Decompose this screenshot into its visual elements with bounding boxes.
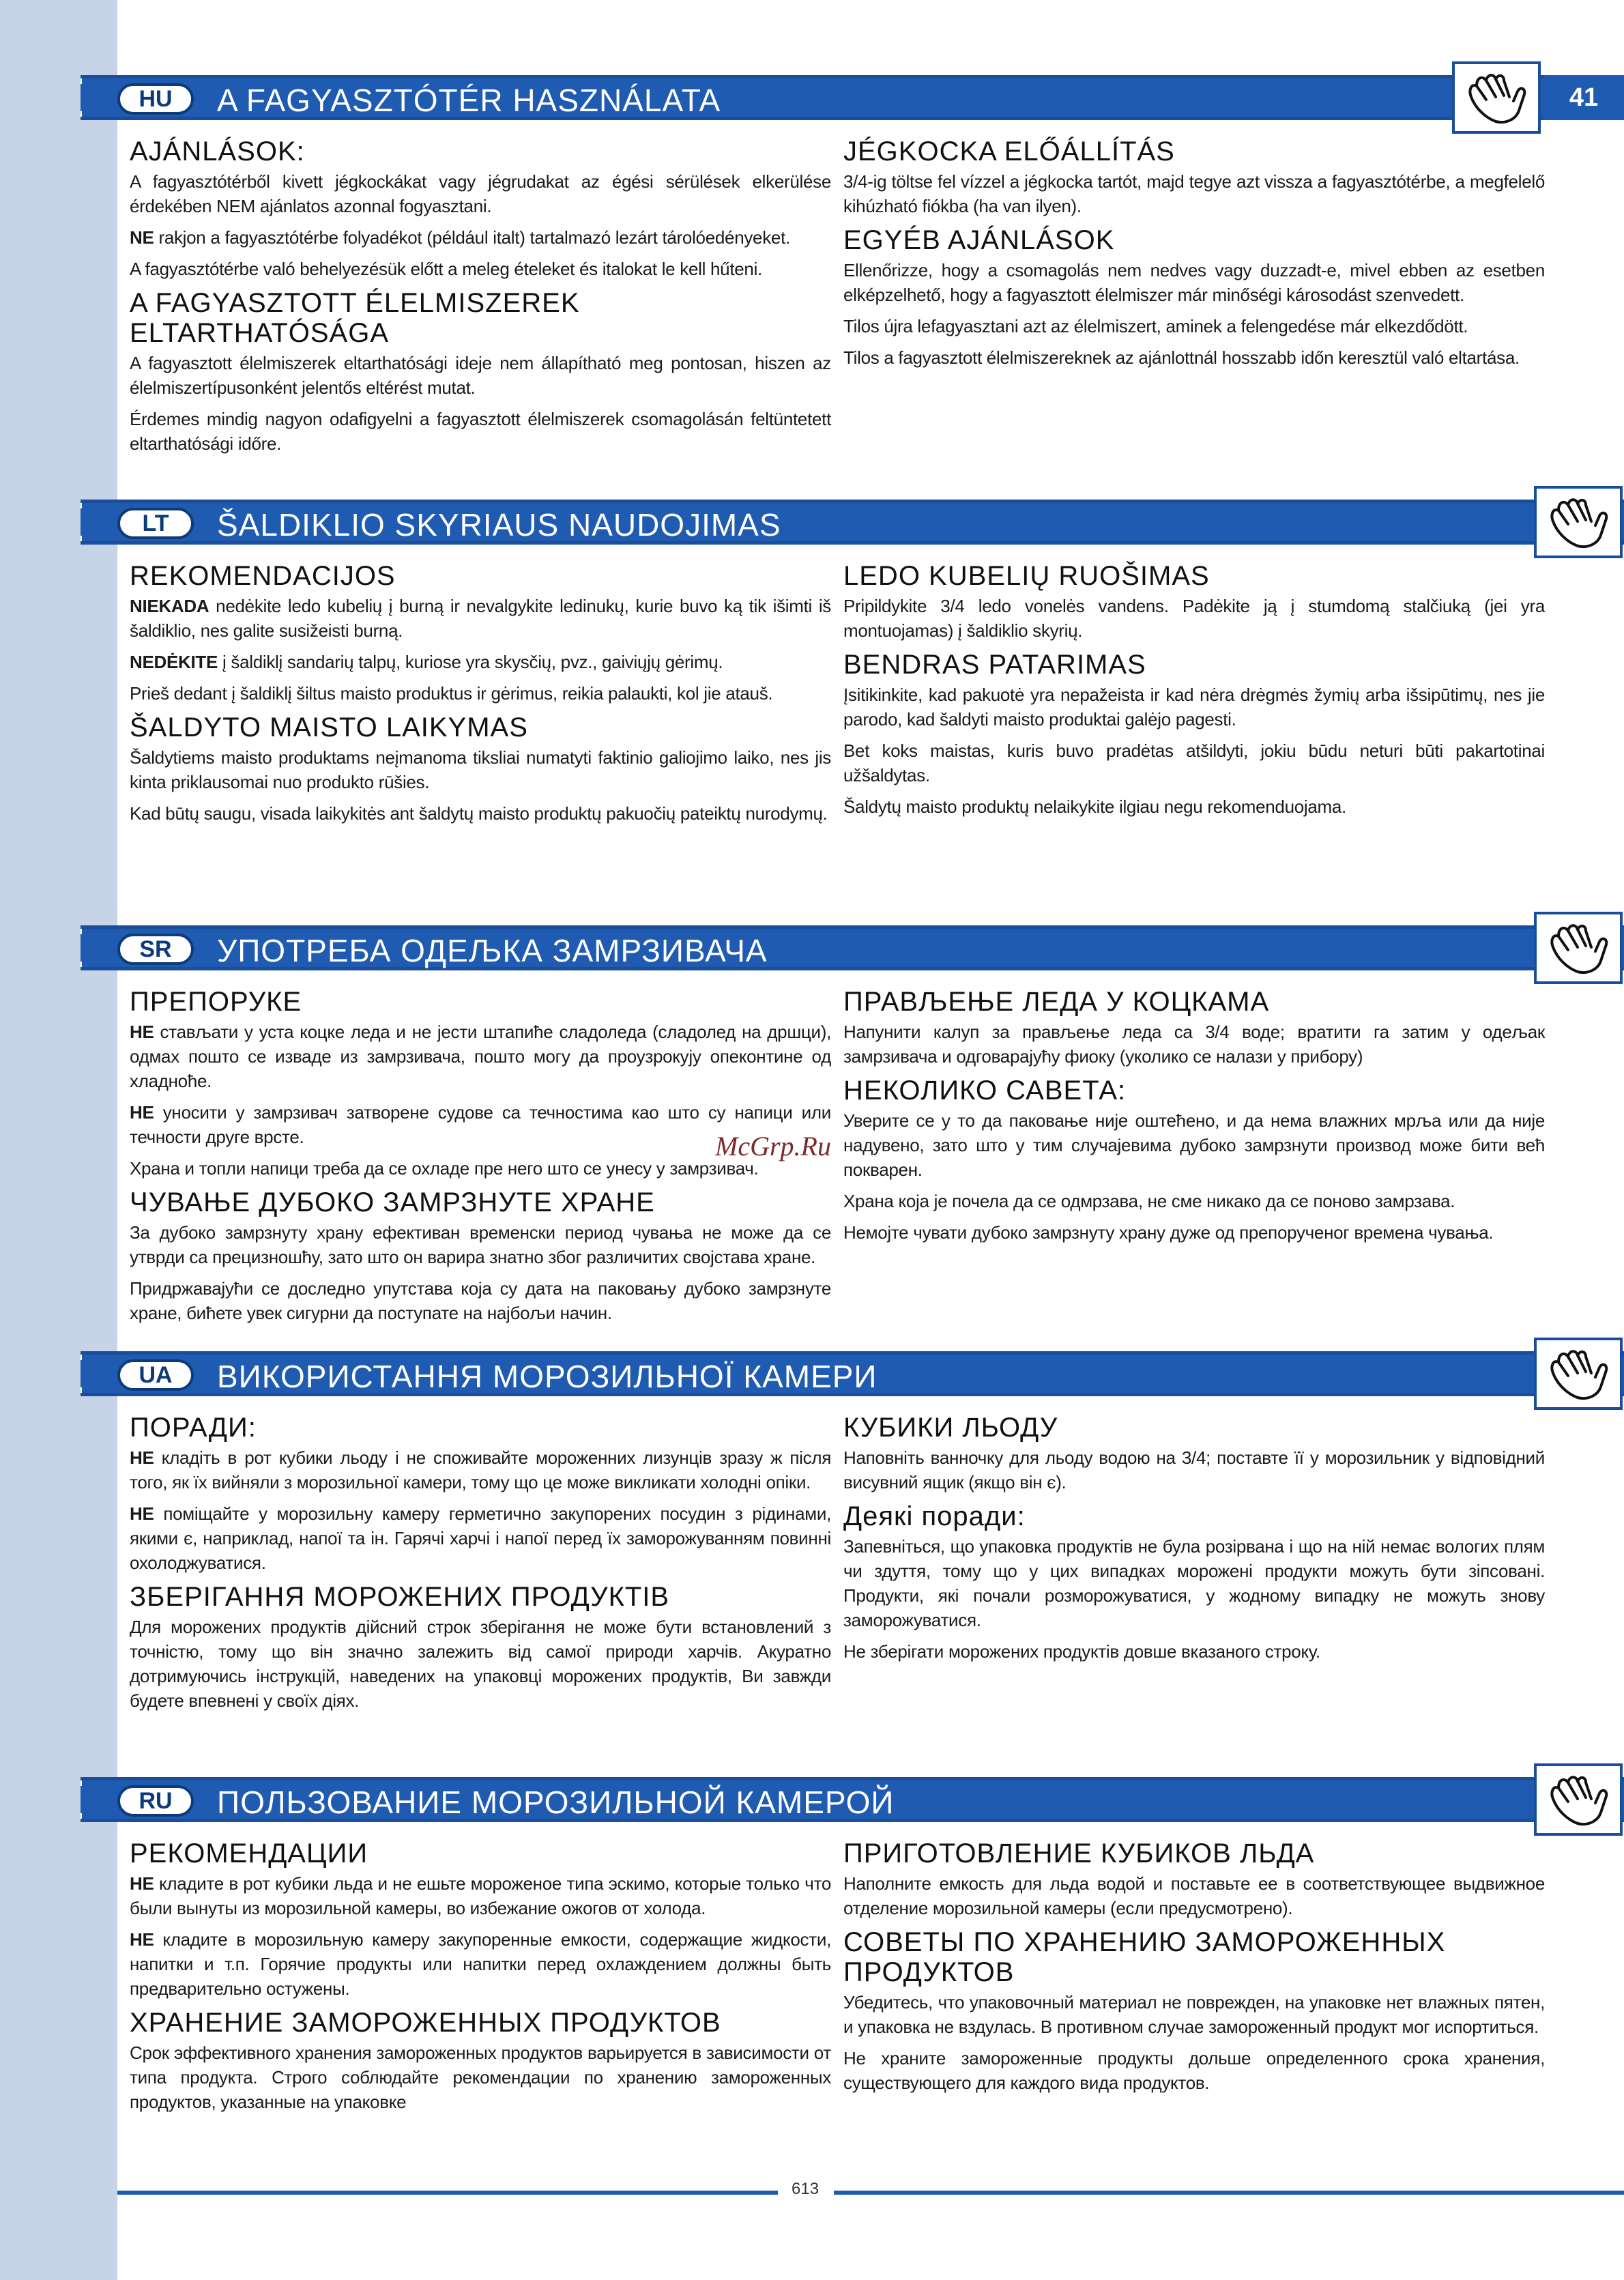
paragraph: НЕ кладіть в рот кубики льоду і не споживайте мороженних лизунців зразу ж після того, як їх вийняли з морозильної камери, тому що це може викликати холодні опіки. <box>130 1447 831 1492</box>
language-badge: SR <box>117 934 194 965</box>
column-right <box>843 561 1545 826</box>
paragraph: НЕ уносити у замрзивач затворене судове са течностима као што су напици или течности друге врсте. <box>130 1102 831 1147</box>
paragraph: Срок эффективного хранения замороженных продуктов варьируется в зависимости от типа продукта. Строго соблюдайте рекомендации по хранению замороженных продуктов, указанные на упаковке <box>130 2043 831 2112</box>
subheading: JÉGKOCKA ELŐÁLLÍTÁS <box>843 136 1175 167</box>
subheading: ЧУВАЊЕ ДУБОКО ЗАМРЗНУТЕ ХРАНЕ <box>130 1187 655 1217</box>
section-title: ŠALDIKLIO SKYRIAUS NAUDOJIMAS <box>217 507 781 543</box>
paragraph: Prieš dedant į šaldiklį šiltus maisto produktus ir gėrimus, reikia palaukti, kol jie atauš. <box>130 683 773 704</box>
paragraph: Для морожених продуктів дійсний строк зберігання не може бути встановлений з точністю, тому що він значно залежить від самої природи харчів. Акуратно дотримуючись інструкцій, наведених на упаковці морожених продуктів, Ви завжди будете впевнені у своїх діях. <box>130 1617 831 1711</box>
page-number: 41 <box>1543 75 1624 120</box>
watermark: McGrp.Ru <box>715 1131 831 1161</box>
paragraph: Šaldytiems maisto produktams neįmanoma tiksliai numatyti faktinio galiojimo laiko, nes jis kinta priklausomai nuo produkto rūšies. <box>130 747 831 792</box>
paragraph: НЕ кладите в рот кубики льда и не ешьте мороженое типа эскимо, которые только что были вынуты из морозильной камеры, во избежание ожогов от холода. <box>130 1873 831 1918</box>
paragraph: За дубоко замрзнуту храну ефективан временски период чувања не може да се утврди са прецизношћу, зато што он варира знатно због различитих својстава хране. <box>130 1222 831 1267</box>
subheading: НЕКОЛИКО САВЕТА: <box>843 1076 1127 1106</box>
subheading: ЗБЕРІГАННЯ МОРОЖЕНИХ ПРОДУКТІВ <box>130 1582 670 1612</box>
footer-line-left <box>117 2191 778 2195</box>
subheading: BENDRAS PATARIMAS <box>843 650 1146 680</box>
paragraph: Напунити калуп за прављење леда са 3/4 воде; вратити га затим у одељак замрзивача и одговарајућу фиоку (уколико се налази у прибору) <box>843 1022 1545 1067</box>
language-badge: UA <box>117 1359 194 1391</box>
column-left <box>130 1838 831 2121</box>
subheading: Деякі поради: <box>843 1501 1026 1531</box>
subheading: ŠALDYTO MAISTO LAIKYMAS <box>130 712 528 742</box>
subheading: A FAGYASZTOTT ÉLELMISZEREK ELTARTHATÓSÁGA <box>130 288 580 348</box>
paragraph: Храна и топли напици треба да се охладе пре него што се унесу у замрзивач. <box>130 1158 759 1179</box>
paragraph: Наполните емкость для льда водой и поставьте ее в соответствующее выдвижное отделение морозильной камеры (если предусмотрено). <box>843 1873 1545 1918</box>
hand-icon <box>1543 1772 1614 1829</box>
column-right <box>843 136 1545 377</box>
paragraph: Немојте чувати дубоко замрзнуту храну дуже од препорученог времена чувања. <box>843 1222 1494 1243</box>
paragraph: NEDĖKITE į šaldiklį sandarių talpų, kuriose yra skysčių, pvz., gaiviųjų gėrimų. <box>130 652 723 672</box>
paragraph: Érdemes mindig nagyon odafigyelni a fagyasztott élelmiszerek csomagolásán feltüntetett eltarthatósági időre. <box>130 409 831 454</box>
side-color-strip <box>0 0 117 2280</box>
hand-icon-box <box>1534 912 1623 984</box>
paragraph: A fagyasztott élelmiszerek eltarthatósági ideje nem állapítható meg pontosan, hiszen az élelmiszertípusonként jelentős eltérést mutat. <box>130 353 831 398</box>
hand-icon-box <box>1452 61 1541 134</box>
footer-page-number: 613 <box>792 2180 820 2198</box>
hand-icon-box <box>1534 1763 1623 1836</box>
subheading: СОВЕТЫ ПО ХРАНЕНИЮ ЗАМОРОЖЕННЫХ ПРОДУКТОВ <box>843 1927 1446 1987</box>
paragraph: Убедитесь, что упаковочный материал не поврежден, на упаковке нет влажных пятен, и упаковка не вздулась. В противном случае замороженный продукт мог испортиться. <box>843 1992 1545 2037</box>
paragraph: Храна која је почела да се одмрзава, не сме никако да се поново замрзава. <box>843 1191 1455 1211</box>
paragraph: A fagyasztótérbe való behelyezésük előtt a meleg ételeket és italokat le kell hűteni. <box>130 259 762 279</box>
column-left <box>130 561 831 833</box>
paragraph: NE rakjon a fagyasztótérbe folyadékot (például italt) tartalmazó lezárt tárolóedényeket. <box>130 227 790 248</box>
paragraph: Не храните замороженные продукты дольше определенного срока хранения, существующего для каждого вида продуктов. <box>843 2048 1545 2093</box>
paragraph: Pripildykite 3/4 ledo vonelės vandens. Padėkite ją į stumdomą stalčiuką (jei yra montuojamas) į šaldiklio skyrių. <box>843 596 1545 641</box>
section-title: A FAGYASZTÓTÉR HASZNÁLATA <box>217 83 721 118</box>
column-right <box>843 1413 1545 1671</box>
hand-icon-box <box>1534 486 1623 558</box>
hand-icon <box>1543 920 1614 977</box>
paragraph: NIEKADA nedėkite ledo kubelių į burną ir nevalgykite ledinukų, kurie buvo ką tik išimti iš šaldiklio, nes galite susižeisti burną. <box>130 596 831 641</box>
column-right <box>843 1838 1545 2102</box>
subheading: ПРИГОТОВЛЕНИЕ КУБИКОВ ЛЬДА <box>843 1838 1315 1868</box>
hand-icon <box>1462 70 1533 127</box>
paragraph: Наповніть ванночку для льоду водою на 3/4; поставте її у морозильник у відповідний висувний ящик (якщо він є). <box>843 1447 1545 1492</box>
paragraph: НЕ стављати у уста коцке леда и не јести штапиће сладоледа (сладолед на дршци), одмах пошто се изваде из замрзивача, пошто могу да проузрокују опеконтине од хладноће. <box>130 1022 831 1091</box>
column-right <box>843 987 1545 1252</box>
subheading: AJÁNLÁSOK: <box>130 136 305 167</box>
paragraph: Tilos újra lefagyasztani azt az élelmiszert, aminek a felengedése már elkezdődött. <box>843 316 1468 336</box>
language-badge: HU <box>117 83 194 115</box>
footer-line-right <box>834 2191 1624 2195</box>
section-title: ВИКОРИСТАННЯ МОРОЗИЛЬНОЇ КАМЕРИ <box>217 1359 878 1394</box>
paragraph: 3/4-ig töltse fel vízzel a jégkocka tartót, majd tegye azt vissza a fagyasztótérbe, a megfelelő kihúzható fiókba (ha van ilyen). <box>843 171 1545 216</box>
subheading: ПОРАДИ: <box>130 1413 257 1443</box>
language-badge: LT <box>117 508 194 539</box>
paragraph: Ellenőrizze, hogy a csomagolás nem nedves vagy duzzadt-e, mivel ebben az esetben elképzelhető, hogy a fagyasztott élelmiszer már minőségi károsodást szenvedett. <box>843 260 1545 305</box>
paragraph: НЕ кладите в морозильную камеру закупоренные емкости, содержащие жидкости, напитки и т.п. Горячие продукты или напитки перед охлаждением должны быть предварительно остужены. <box>130 1929 831 1999</box>
paragraph: Kad būtų saugu, visada laikykitės ant šaldytų maisto produktų pakuočių pateiktų nurodymų. <box>130 803 828 824</box>
subheading: КУБИКИ ЛЬОДУ <box>843 1413 1058 1443</box>
paragraph: НЕ поміщайте у морозильну камеру герметично закупорених посудин з рідинами, якими є, наприклад, напої та ін. Гарячі харчі і напої перед їх заморожуванням повинні охолоджуватися. <box>130 1503 831 1573</box>
subheading: ХРАНЕНИЕ ЗАМОРОЖЕННЫХ ПРОДУКТОВ <box>130 2008 721 2038</box>
paragraph: Šaldytų maisto produktų nelaikykite ilgiau negu rekomenduojama. <box>843 796 1346 817</box>
hand-icon <box>1543 1346 1614 1403</box>
paragraph: Придржавајући се доследно упутстава која су дата на паковању дубоко замрзнуте хране, бићете увек сигурни да поступате на најбољи начин. <box>130 1278 831 1323</box>
hand-icon <box>1543 494 1614 551</box>
subheading: ПРЕПОРУКЕ <box>130 987 302 1017</box>
column-left <box>130 136 831 463</box>
paragraph: Bet koks maistas, kuris buvo pradėtas atšildyti, jokiu būdu neturi būti pakartotinai užšaldytas. <box>843 740 1545 785</box>
subheading: REKOMENDACIJOS <box>130 561 396 591</box>
subheading: РЕКОМЕНДАЦИИ <box>130 1838 368 1868</box>
paragraph: Įsitikinkite, kad pakuotė yra nepažeista ir kad nėra drėgmės žymių arba išsipūtimų, nes jie parodo, kad šaldyti maisto produktai galėjo pagesti. <box>843 684 1545 730</box>
subheading: EGYÉB AJÁNLÁSOK <box>843 225 1115 255</box>
column-left <box>130 1413 831 1720</box>
language-badge: RU <box>117 1785 194 1817</box>
subheading: ПРАВЉЕЊЕ ЛЕДА У КОЦКАМА <box>843 987 1270 1017</box>
subheading: LEDO KUBELIŲ RUOŠIMAS <box>843 561 1210 591</box>
section-title: УПОТРЕБА ОДЕЉКА ЗАМРЗИВАЧА <box>217 933 768 968</box>
hand-icon-box <box>1534 1338 1623 1410</box>
paragraph: Уверите се у то да паковање није оштећено, и да нема влажних мрља или да није надувено, зато што у тим случајевима дубоко замрзнути производ може бити већ покварен. <box>843 1110 1545 1180</box>
section-title: ПОЛЬЗОВАНИЕ МОРОЗИЛЬНОЙ КАМЕРОЙ <box>217 1785 895 1820</box>
paragraph: Tilos a fagyasztott élelmiszereknek az ajánlottnál hosszabb időn keresztül való eltartása. <box>843 347 1520 368</box>
paragraph: A fagyasztótérből kivett jégkockákat vagy jégrudakat az égési sérülések elkerülése érdekében NEM ajánlatos azonnal fogyasztani. <box>130 171 831 216</box>
paragraph: Запевніться, що упаковка продуктів не була розірвана і що на ній немає вологих плям чи здуття, тому що у цих випадках морожені продукти можуть бути зіпсовані. Продукти, які почали розморожуватися, у жодному випадку не можуть знову заморожуватися. <box>843 1536 1545 1630</box>
paragraph: Не зберігати морожених продуктів довше вказаного строку. <box>843 1641 1320 1662</box>
